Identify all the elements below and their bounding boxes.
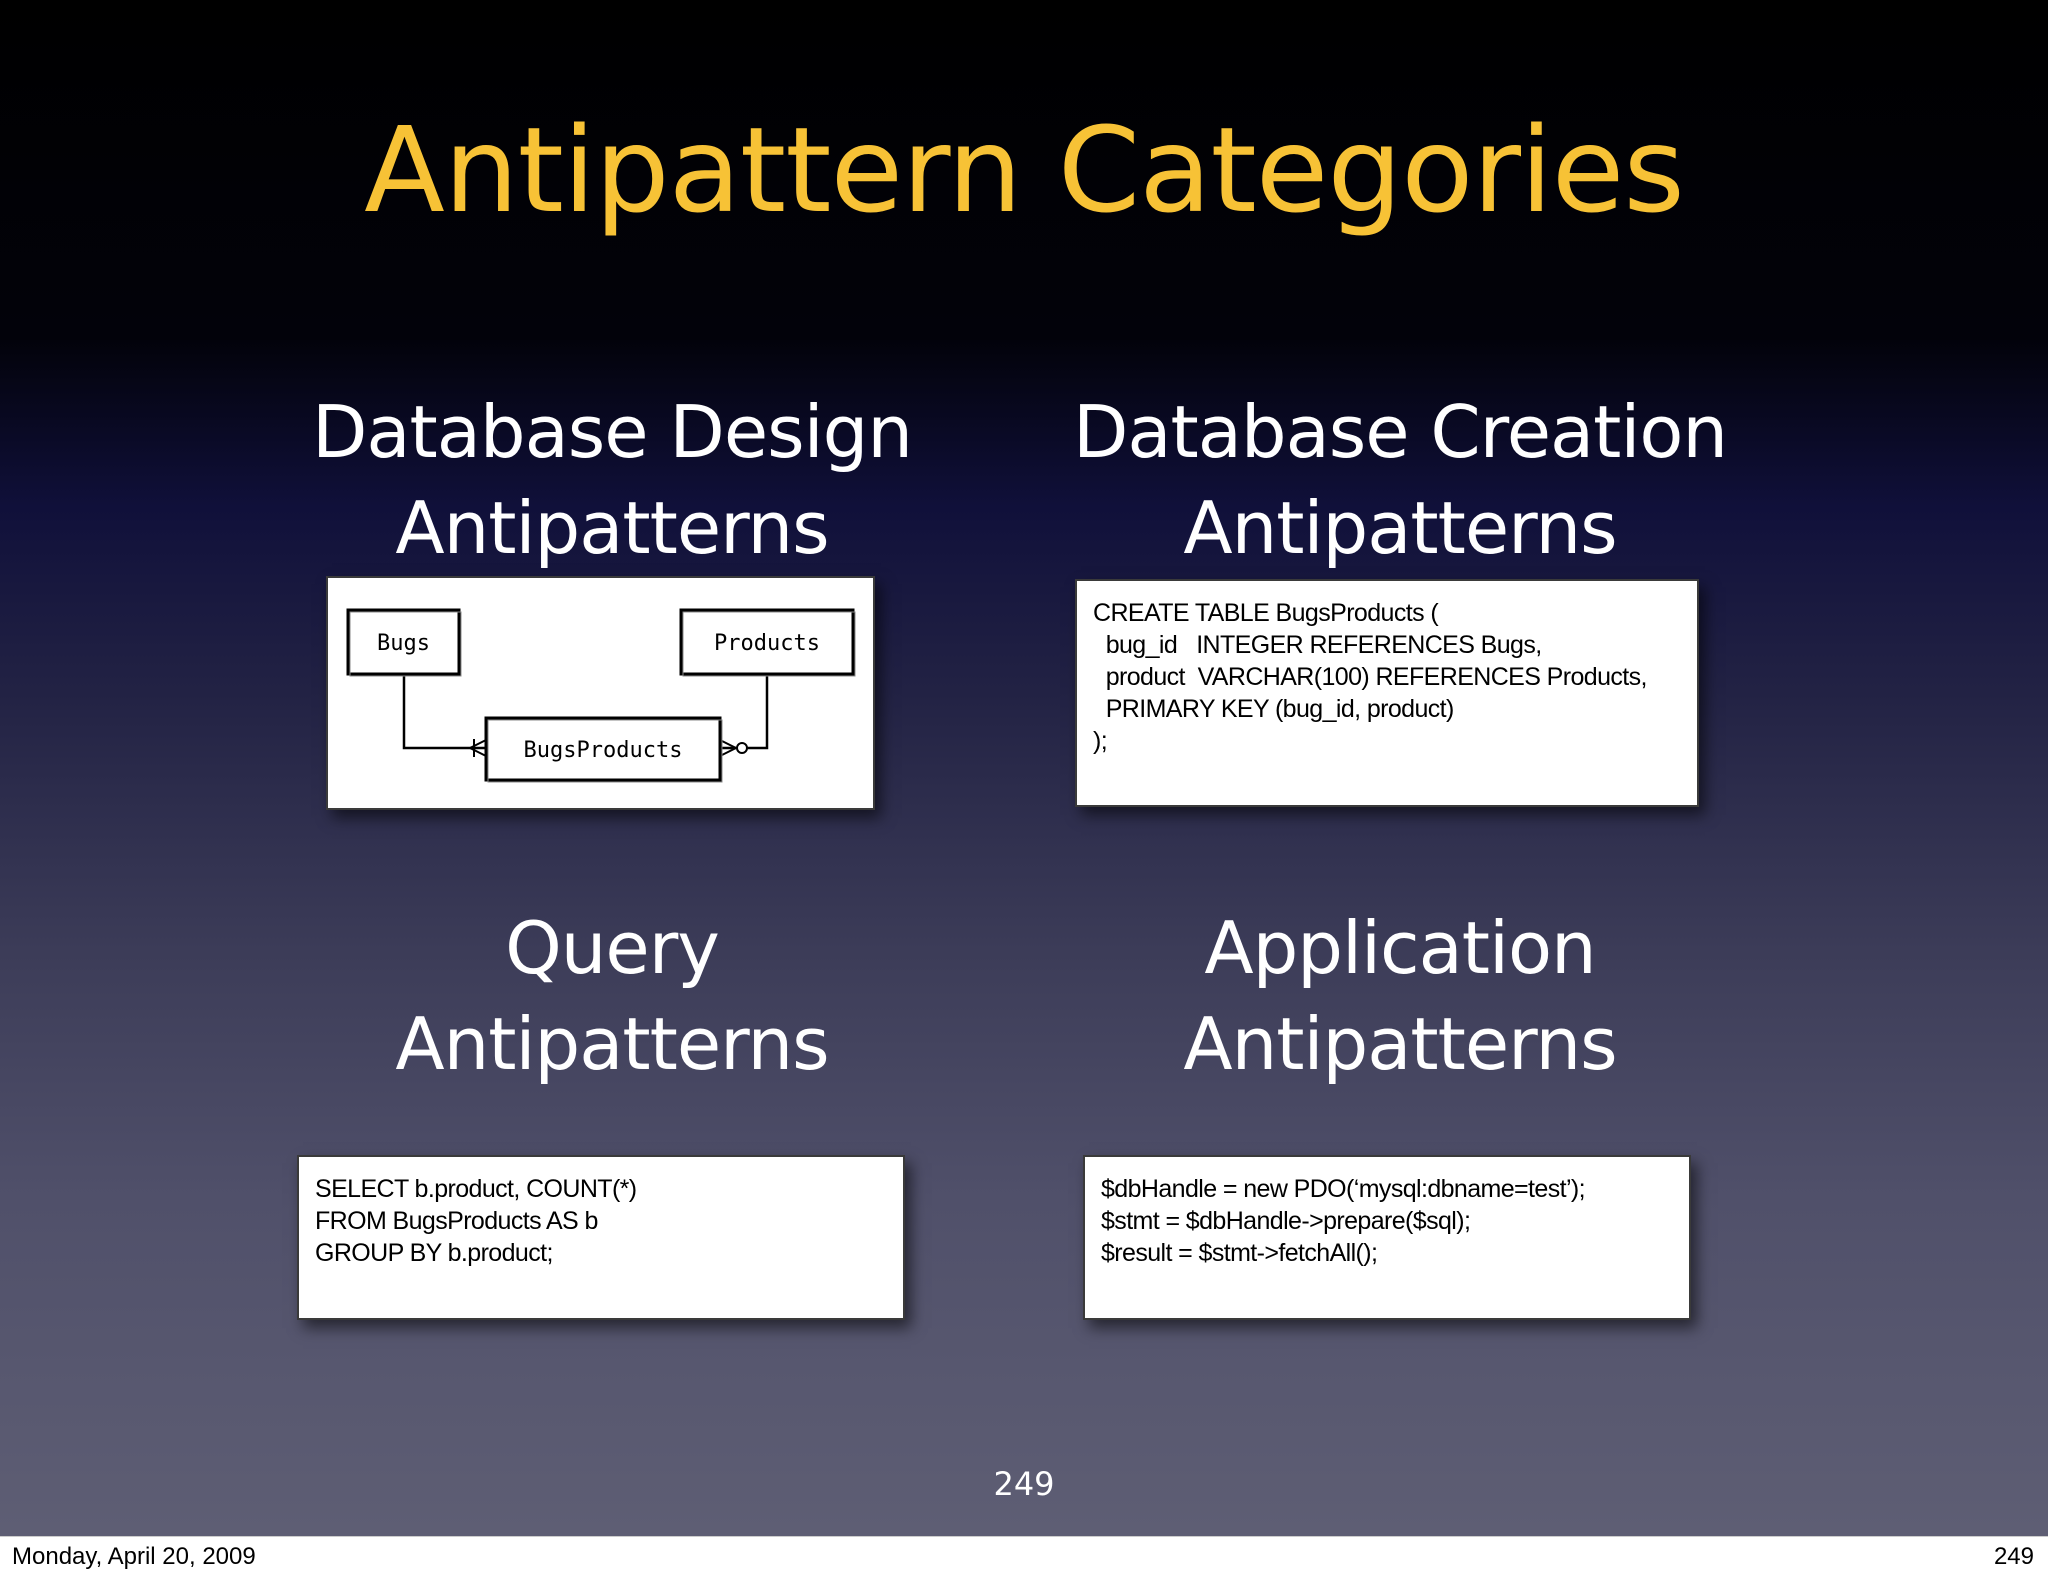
code-line: $stmt = $dbHandle->prepare($sql); [1101,1207,1471,1235]
er-diagram-box [326,576,875,810]
code-line: $dbHandle = new PDO(‘mysql:dbname=test’); [1101,1175,1585,1203]
code-line: FROM BugsProducts AS b [315,1207,598,1235]
slide-title: Antipattern Categories [364,101,1684,239]
heading-line: Query [505,906,719,990]
heading-line: Antipatterns [1183,486,1617,570]
footer-page-number: 249 [1993,1543,2034,1570]
heading-line: Database Creation [1072,390,1728,474]
heading-line: Antipatterns [395,486,829,570]
application-code-box [1083,1155,1691,1320]
code-line: CREATE TABLE BugsProducts ( [1093,599,1439,627]
code-line: bug_id INTEGER REFERENCES Bugs, [1093,631,1542,659]
create-table-code-box [1075,579,1699,807]
entity-products-label: Products [714,631,820,656]
heading-line: Application [1204,906,1596,990]
entity-bugsproducts-label: BugsProducts [523,738,683,763]
category-heading-database-creation [1000,384,1800,576]
category-heading-application [1000,900,1800,1092]
category-heading-database-design [212,384,1012,576]
heading-line: Database Design [311,390,913,474]
category-heading-query [212,900,1012,1092]
code-line: ); [1093,727,1108,755]
connector-products [720,674,767,748]
entity-bugs [348,610,461,676]
footer-date: Monday, April 20, 2009 [12,1543,256,1570]
code-line: PRIMARY KEY (bug_id, product) [1093,695,1454,723]
heading-line: Antipatterns [1183,1002,1617,1086]
code-line: SELECT b.product, COUNT(*) [315,1175,637,1203]
entity-bugsproducts [486,718,722,782]
slide-number: 249 [993,1465,1055,1503]
heading-line: Antipatterns [395,1002,829,1086]
query-code-box [297,1155,905,1320]
er-diagram [328,578,873,808]
print-footer [0,1536,2048,1576]
connector-bugs [404,674,486,748]
code-line: GROUP BY b.product; [315,1239,553,1267]
entity-bugs-label: Bugs [377,631,430,656]
code-line: product VARCHAR(100) REFERENCES Products, [1093,663,1647,691]
entity-products [681,610,855,676]
code-line: $result = $stmt->fetchAll(); [1101,1239,1378,1267]
